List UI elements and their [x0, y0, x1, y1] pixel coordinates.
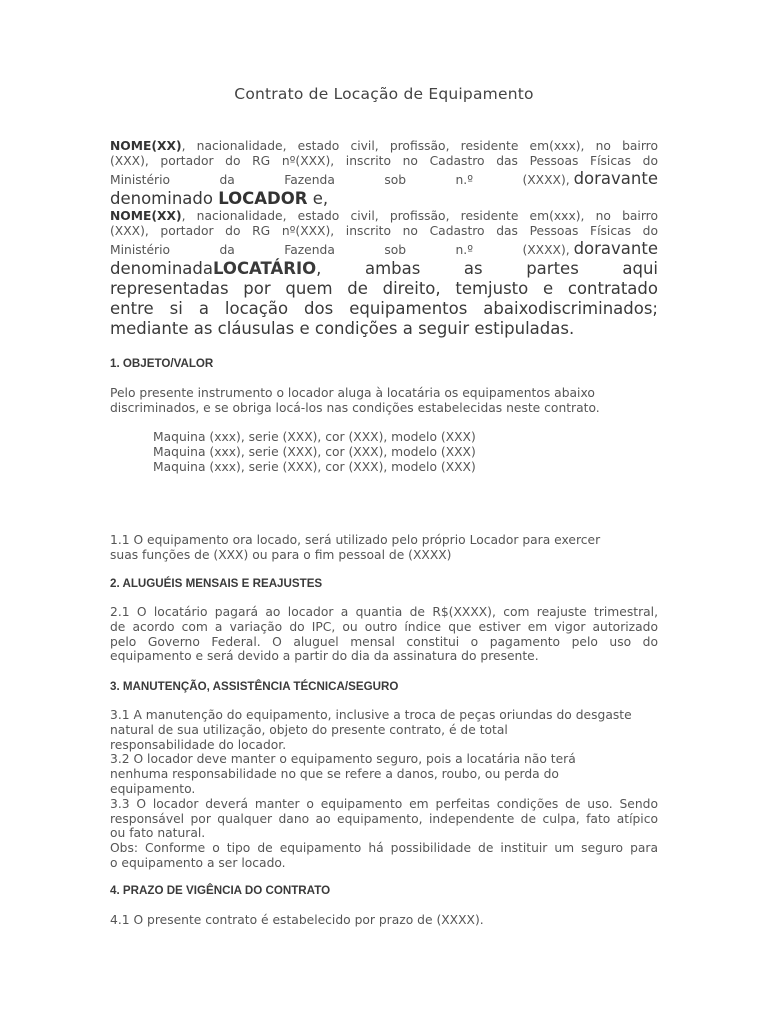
section-3-heading: 3. MANUTENÇÃO, ASSISTÊNCIA TÉCNICA/SEGURO — [110, 680, 399, 693]
party-locador — [110, 139, 658, 209]
clause-2-1: 2.1 O locatário pagará ao locador a quantia de R$(XXXX), com reajuste trimestral, de acordo com a variação do IPC, ou outro índice que estiver em vigor autorizado pelo Governo Federal. O aluguel mensal constitui o pagamento pelo uso do equipamento e será devido a partir do dia da assinatura do presente. — [110, 605, 658, 664]
equipment-list — [153, 430, 653, 475]
clauses-3: 3.1 A manutenção do equipamento, inclusive a troca de peças oriundas do desgaste natural de sua utilização, objeto do presente contrato, é de total responsabilidade do locador. 3.2 O locador deve manter o equipamento seguro, pois a locatária não terá nenhuma responsabilidade no que se refere a danos, roubo, ou perda do equipamento. 3.3 O locador deverá manter o equipamento em perfeitas condições de uso. Sendo responsável por qualquer dano ao equipamento, independente de culpa, fato atípico ou fato natural. Obs: Conforme o tipo de equipamento há possibilidade de instituir um seguro para o equipamento a ser locado. — [110, 708, 658, 870]
equipment-item: Maquina (xxx), serie (XXX), cor (XXX), modelo (XXX) — [153, 445, 476, 459]
document-title: Contrato de Locação de Equipamento — [234, 85, 534, 103]
party-locatario — [110, 209, 658, 259]
party2-line5: representadas por quem de direito, temjusto e contratado — [110, 279, 658, 298]
party2-line6: entre si a locação dos equipamentos abaixodiscriminados; — [110, 299, 658, 318]
section-2-heading: 2. ALUGUÉIS MENSAIS E REAJUSTES — [110, 577, 323, 590]
party1-name: NOME(XX) — [110, 139, 182, 153]
party2-line2: (XXX), portador do RG nº(XXX), inscrito no Cadastro das Pessoas Físicas do — [110, 224, 658, 238]
role-locador: LOCADOR — [218, 189, 308, 208]
section-4-heading: 4. PRAZO DE VIGÊNCIA DO CONTRATO — [110, 884, 331, 897]
role-locatario: LOCATÁRIO — [213, 259, 317, 278]
clause-1-1: 1.1 O equipamento ora locado, será utilizado pelo próprio Locador para exercer suas funções de (XXX) ou para o fim pessoal de (XXXX) — [110, 533, 601, 562]
section-1-heading: 1. OBJETO/VALOR — [110, 357, 214, 370]
party1-line3: Ministério da Fazenda sob n.º (XXXX), doravante — [110, 169, 658, 188]
equipment-item: Maquina (xxx), serie (XXX), cor (XXX), modelo (XXX) — [153, 460, 476, 474]
party1-line4: denominado LOCADOR e, — [110, 189, 329, 208]
clause-4-1: 4.1 O presente contrato é estabelecido por prazo de (XXXX). — [110, 913, 484, 927]
party2-line4: denominadaLOCATÁRIO, ambas as partes aqui — [110, 259, 658, 278]
party2-continuation — [110, 259, 658, 339]
party2-line1: NOME(XX), nacionalidade, estado civil, profissão, residente em(xxx), no bairro — [110, 209, 658, 223]
party2-line3: Ministério da Fazenda sob n.º (XXXX), doravante — [110, 239, 658, 258]
party2-name: NOME(XX) — [110, 209, 182, 223]
party1-line2: (XXX), portador do RG nº(XXX), inscrito no Cadastro das Pessoas Físicas do — [110, 154, 658, 168]
party1-line1: NOME(XX), nacionalidade, estado civil, profissão, residente em(xxx), no bairro — [110, 139, 658, 153]
section-1-intro: Pelo presente instrumento o locador aluga à locatária os equipamentos abaixo discriminados, e se obriga locá-los nas condições estabelecidas neste contrato. — [110, 386, 600, 415]
party2-line7: mediante as cláusulas e condições a seguir estipuladas. — [110, 319, 575, 338]
equipment-item: Maquina (xxx), serie (XXX), cor (XXX), modelo (XXX) — [153, 430, 476, 444]
